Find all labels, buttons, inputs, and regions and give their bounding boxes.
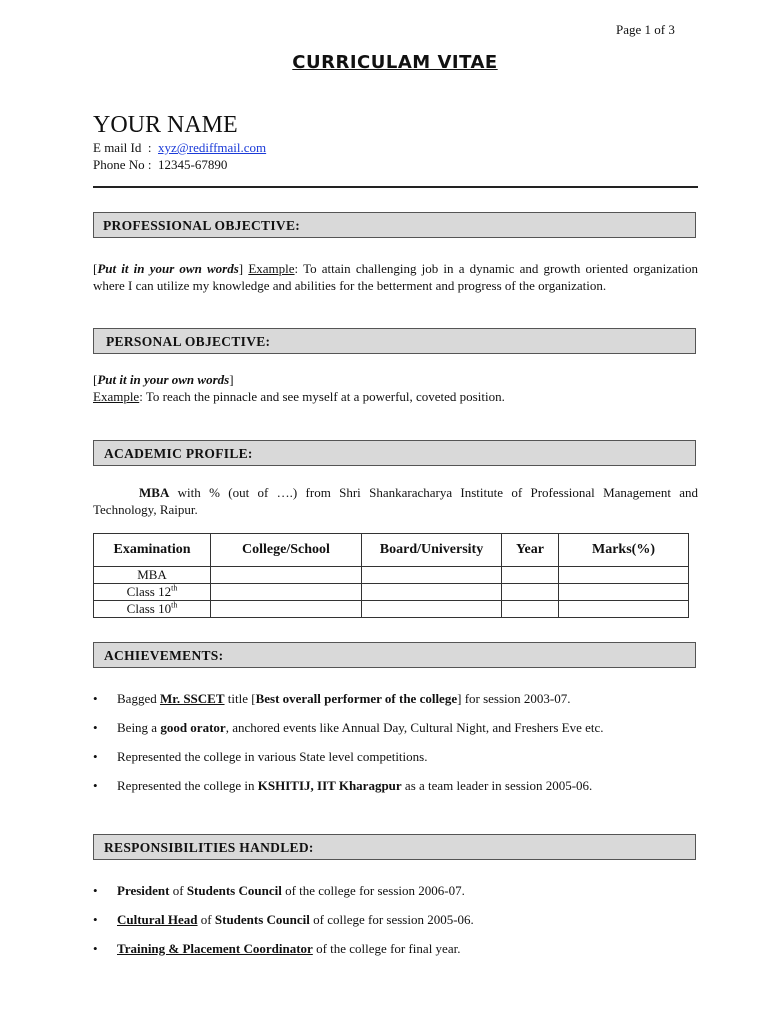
list-item [93, 778, 703, 807]
document-title: CURRICULAM VITAE [292, 52, 498, 73]
example-label: Example [93, 389, 140, 404]
item-text: of [169, 883, 187, 898]
table-row [94, 567, 689, 584]
academic-description: with % (out of ….) from Shri Shankaracharya Institute of Professional Management and Technology, Raipur. [93, 485, 699, 517]
page-number: Page 1 of 3 [616, 22, 675, 37]
bullet-icon: • [93, 749, 98, 764]
table-row [94, 584, 689, 601]
academic-table [93, 533, 689, 618]
empty-cell [211, 584, 362, 601]
item-text: title [ [224, 691, 256, 706]
bracket-close: ] [238, 261, 244, 276]
bullet-icon: • [93, 912, 98, 927]
item-text: , anchored events like Annual Day, Cultural Night, and Freshers Eve etc. [225, 720, 604, 735]
achievements-list [93, 691, 703, 807]
list-item [93, 883, 703, 912]
own-words-note: Put it in your own words [97, 372, 230, 387]
empty-cell [362, 567, 502, 584]
empty-cell [559, 584, 689, 601]
responsibilities-list [93, 883, 703, 970]
item-text: of the college for session 2006-07. [281, 883, 465, 898]
item-text: Bagged [117, 691, 160, 706]
section-achievements: ACHIEVEMENTS: [93, 642, 696, 668]
section-personal-objective: PERSONAL OBJECTIVE: [93, 328, 696, 354]
academic-text [93, 484, 698, 518]
personal-objective-text [93, 371, 698, 405]
email-line [93, 140, 266, 156]
item-emphasis: President [117, 883, 170, 898]
bullet-icon: • [93, 778, 98, 793]
item-emphasis: KSHITIJ, IIT Kharagpur [257, 778, 402, 793]
email-separator: : [147, 140, 152, 155]
section-professional-objective: PROFESSIONAL OBJECTIVE: [93, 212, 696, 238]
bullet-icon: • [93, 720, 98, 735]
exam-name: Class 10 [126, 601, 172, 616]
item-emphasis: Students Council [186, 883, 282, 898]
item-text: ] for session 2003-07. [457, 691, 571, 706]
empty-cell [362, 601, 502, 618]
header-marks: Marks(%) [559, 534, 689, 567]
bracket-close: ] [229, 372, 234, 387]
phone-separator: : [147, 157, 152, 172]
section-academic-profile: ACADEMIC PROFILE: [93, 440, 696, 466]
exam-name: MBA [137, 567, 167, 582]
item-text: Represented the college in various State level competitions. [117, 749, 428, 764]
list-item [93, 941, 703, 970]
exam-name: Class 12 [126, 584, 172, 599]
own-words-note: Put it in your own words [97, 261, 239, 276]
item-text: of [197, 912, 215, 927]
phone-line [93, 157, 227, 173]
exam-cell [94, 601, 211, 618]
item-emphasis: Mr. SSCET [159, 691, 225, 706]
empty-cell [502, 584, 559, 601]
item-text: of the college for final year. [312, 941, 461, 956]
item-emphasis: Best overall performer of the college [255, 691, 458, 706]
item-text: of college for session 2005-06. [309, 912, 474, 927]
empty-cell [502, 601, 559, 618]
phone-label: Phone No [93, 157, 145, 172]
empty-cell [211, 567, 362, 584]
header-divider [93, 186, 698, 188]
example-label: Example [248, 261, 295, 276]
bullet-icon: • [93, 691, 98, 706]
section-responsibilities: RESPONSIBILITIES HANDLED: [93, 834, 696, 860]
bullet-icon: • [93, 883, 98, 898]
ordinal-suffix: th [171, 600, 178, 610]
degree-name: MBA [139, 485, 170, 500]
empty-cell [362, 584, 502, 601]
phone-number: 12345-67890 [158, 157, 228, 172]
bracket-open: [ [93, 261, 98, 276]
header-year: Year [502, 534, 559, 567]
exam-cell [94, 567, 211, 584]
ordinal-suffix: th [171, 583, 178, 593]
header-examination: Examination [94, 534, 211, 567]
item-emphasis: good orator [160, 720, 226, 735]
table-row [94, 601, 689, 618]
item-text: Being a [117, 720, 161, 735]
candidate-name: YOUR NAME [93, 112, 238, 138]
empty-cell [559, 567, 689, 584]
table-header-row [94, 534, 689, 567]
empty-cell [502, 567, 559, 584]
email-label: E mail Id [93, 140, 142, 155]
list-item [93, 912, 703, 941]
empty-cell [211, 601, 362, 618]
bracket-open: [ [93, 372, 98, 387]
email-link[interactable]: xyz@rediffmail.com [158, 140, 267, 155]
header-college-school: College/School [211, 534, 362, 567]
list-item [93, 720, 703, 749]
item-emphasis: Cultural Head [117, 912, 198, 927]
item-text: as a team leader in session 2005-06. [401, 778, 593, 793]
item-emphasis: Training & Placement Coordinator [117, 941, 313, 956]
header-board-university: Board/University [362, 534, 502, 567]
exam-cell [94, 584, 211, 601]
item-text: Represented the college in [117, 778, 258, 793]
empty-cell [559, 601, 689, 618]
professional-objective-text [93, 260, 698, 294]
bullet-icon: • [93, 941, 98, 956]
professional-example: : To attain challenging job in a dynamic and growth oriented organization where I can utilize my knowledge and abilities for the betterment and progress of the organization. [93, 261, 699, 293]
personal-example: : To reach the pinnacle and see myself at a powerful, coveted position. [139, 389, 505, 404]
list-item [93, 749, 703, 778]
item-emphasis: Students Council [214, 912, 310, 927]
list-item [93, 691, 703, 720]
